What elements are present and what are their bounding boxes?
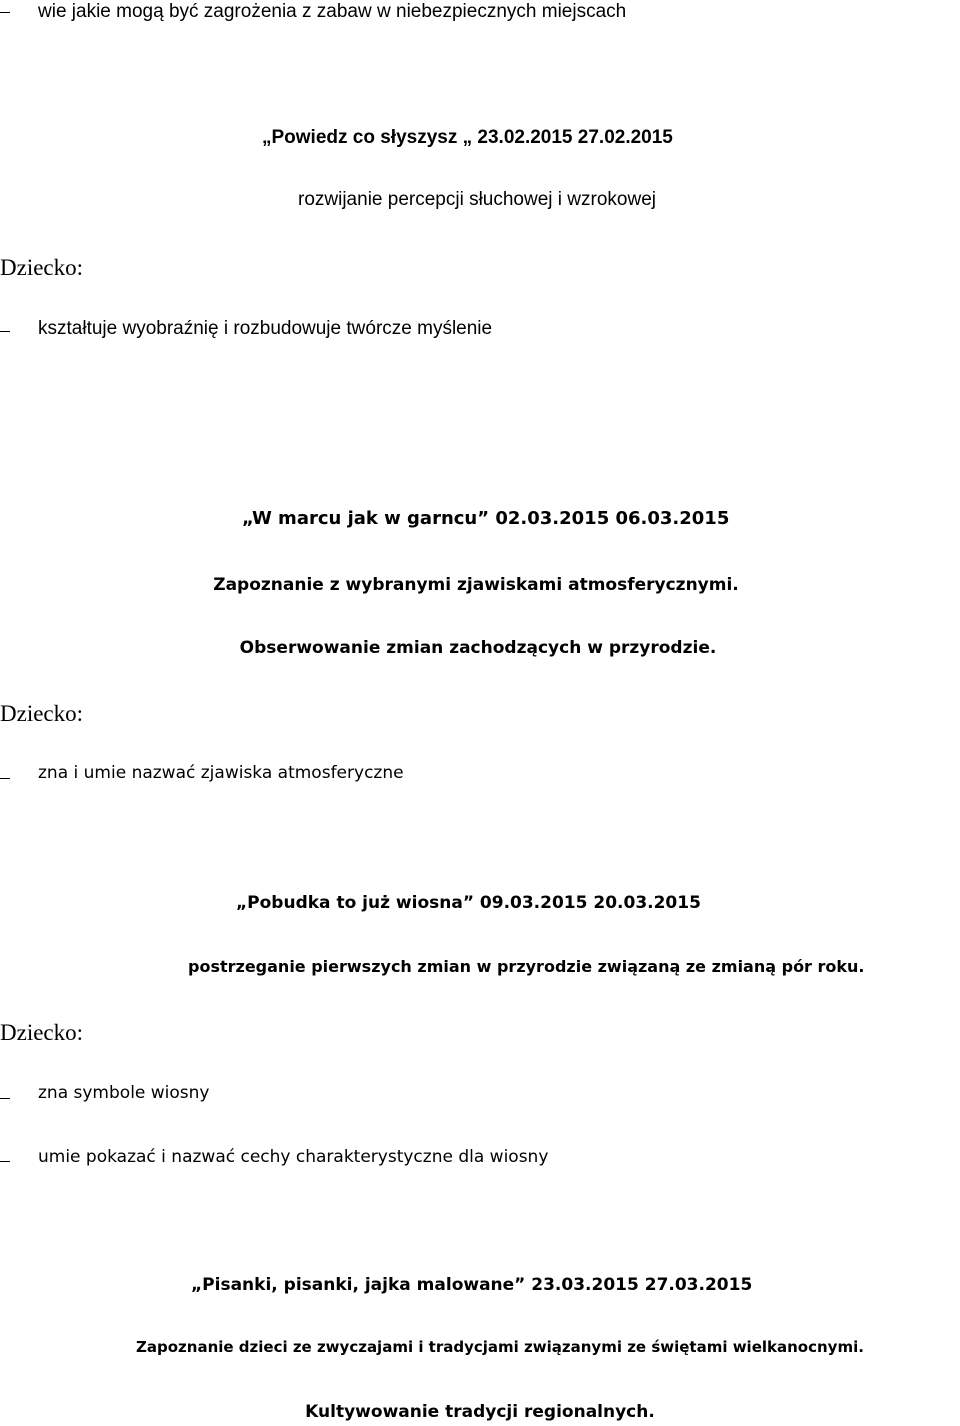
section-title: „W marcu jak w garncu” 02.03.2015 06.03.2015 [242, 508, 730, 529]
child-label: Dziecko: [0, 701, 84, 726]
list-item: zna i umie nazwać zjawiska atmosferyczne [38, 763, 404, 783]
section-subtitle: rozwijanie percepcji słuchowej i wzrokowej [298, 189, 656, 210]
list-item: kształtuje wyobraźnię i rozbudowuje twórcze myślenie [38, 318, 493, 339]
list-dash [0, 1161, 10, 1162]
list-dash [0, 1098, 10, 1099]
section-line: Obserwowanie zmian zachodzących w przyrodzie. [239, 638, 717, 658]
section-line: postrzeganie pierwszych zmian w przyrodzie związaną ze zmianą pór roku. [188, 957, 865, 976]
list-dash [0, 331, 10, 332]
section-title: „Powiedz co słyszysz „ 23.02.2015 27.02.2015 [262, 127, 673, 148]
list-item: umie pokazać i nazwać cechy charakterystyczne dla wiosny [38, 1147, 549, 1167]
section-line: Zapoznanie dzieci ze zwyczajami i tradycjami związanymi ze świętami wielkanocnymi. [136, 1338, 864, 1356]
section-title: „Pisanki, pisanki, jajka malowane” 23.03.2015 27.03.2015 [191, 1275, 753, 1295]
section-title: „Pobudka to już wiosna” 09.03.2015 20.03.2015 [236, 893, 701, 913]
section-line: Kultywowanie tradycji regionalnych. [305, 1402, 655, 1422]
child-label: Dziecko: [0, 255, 84, 280]
list-item: wie jakie mogą być zagrożenia z zabaw w niebezpiecznych miejscach [38, 1, 627, 22]
section-line: Zapoznanie z wybranymi zjawiskami atmosferycznymi. [213, 575, 739, 595]
list-dash [0, 778, 10, 779]
child-label: Dziecko: [0, 1020, 84, 1045]
list-dash [0, 12, 10, 13]
list-item: zna symbole wiosny [38, 1083, 210, 1103]
